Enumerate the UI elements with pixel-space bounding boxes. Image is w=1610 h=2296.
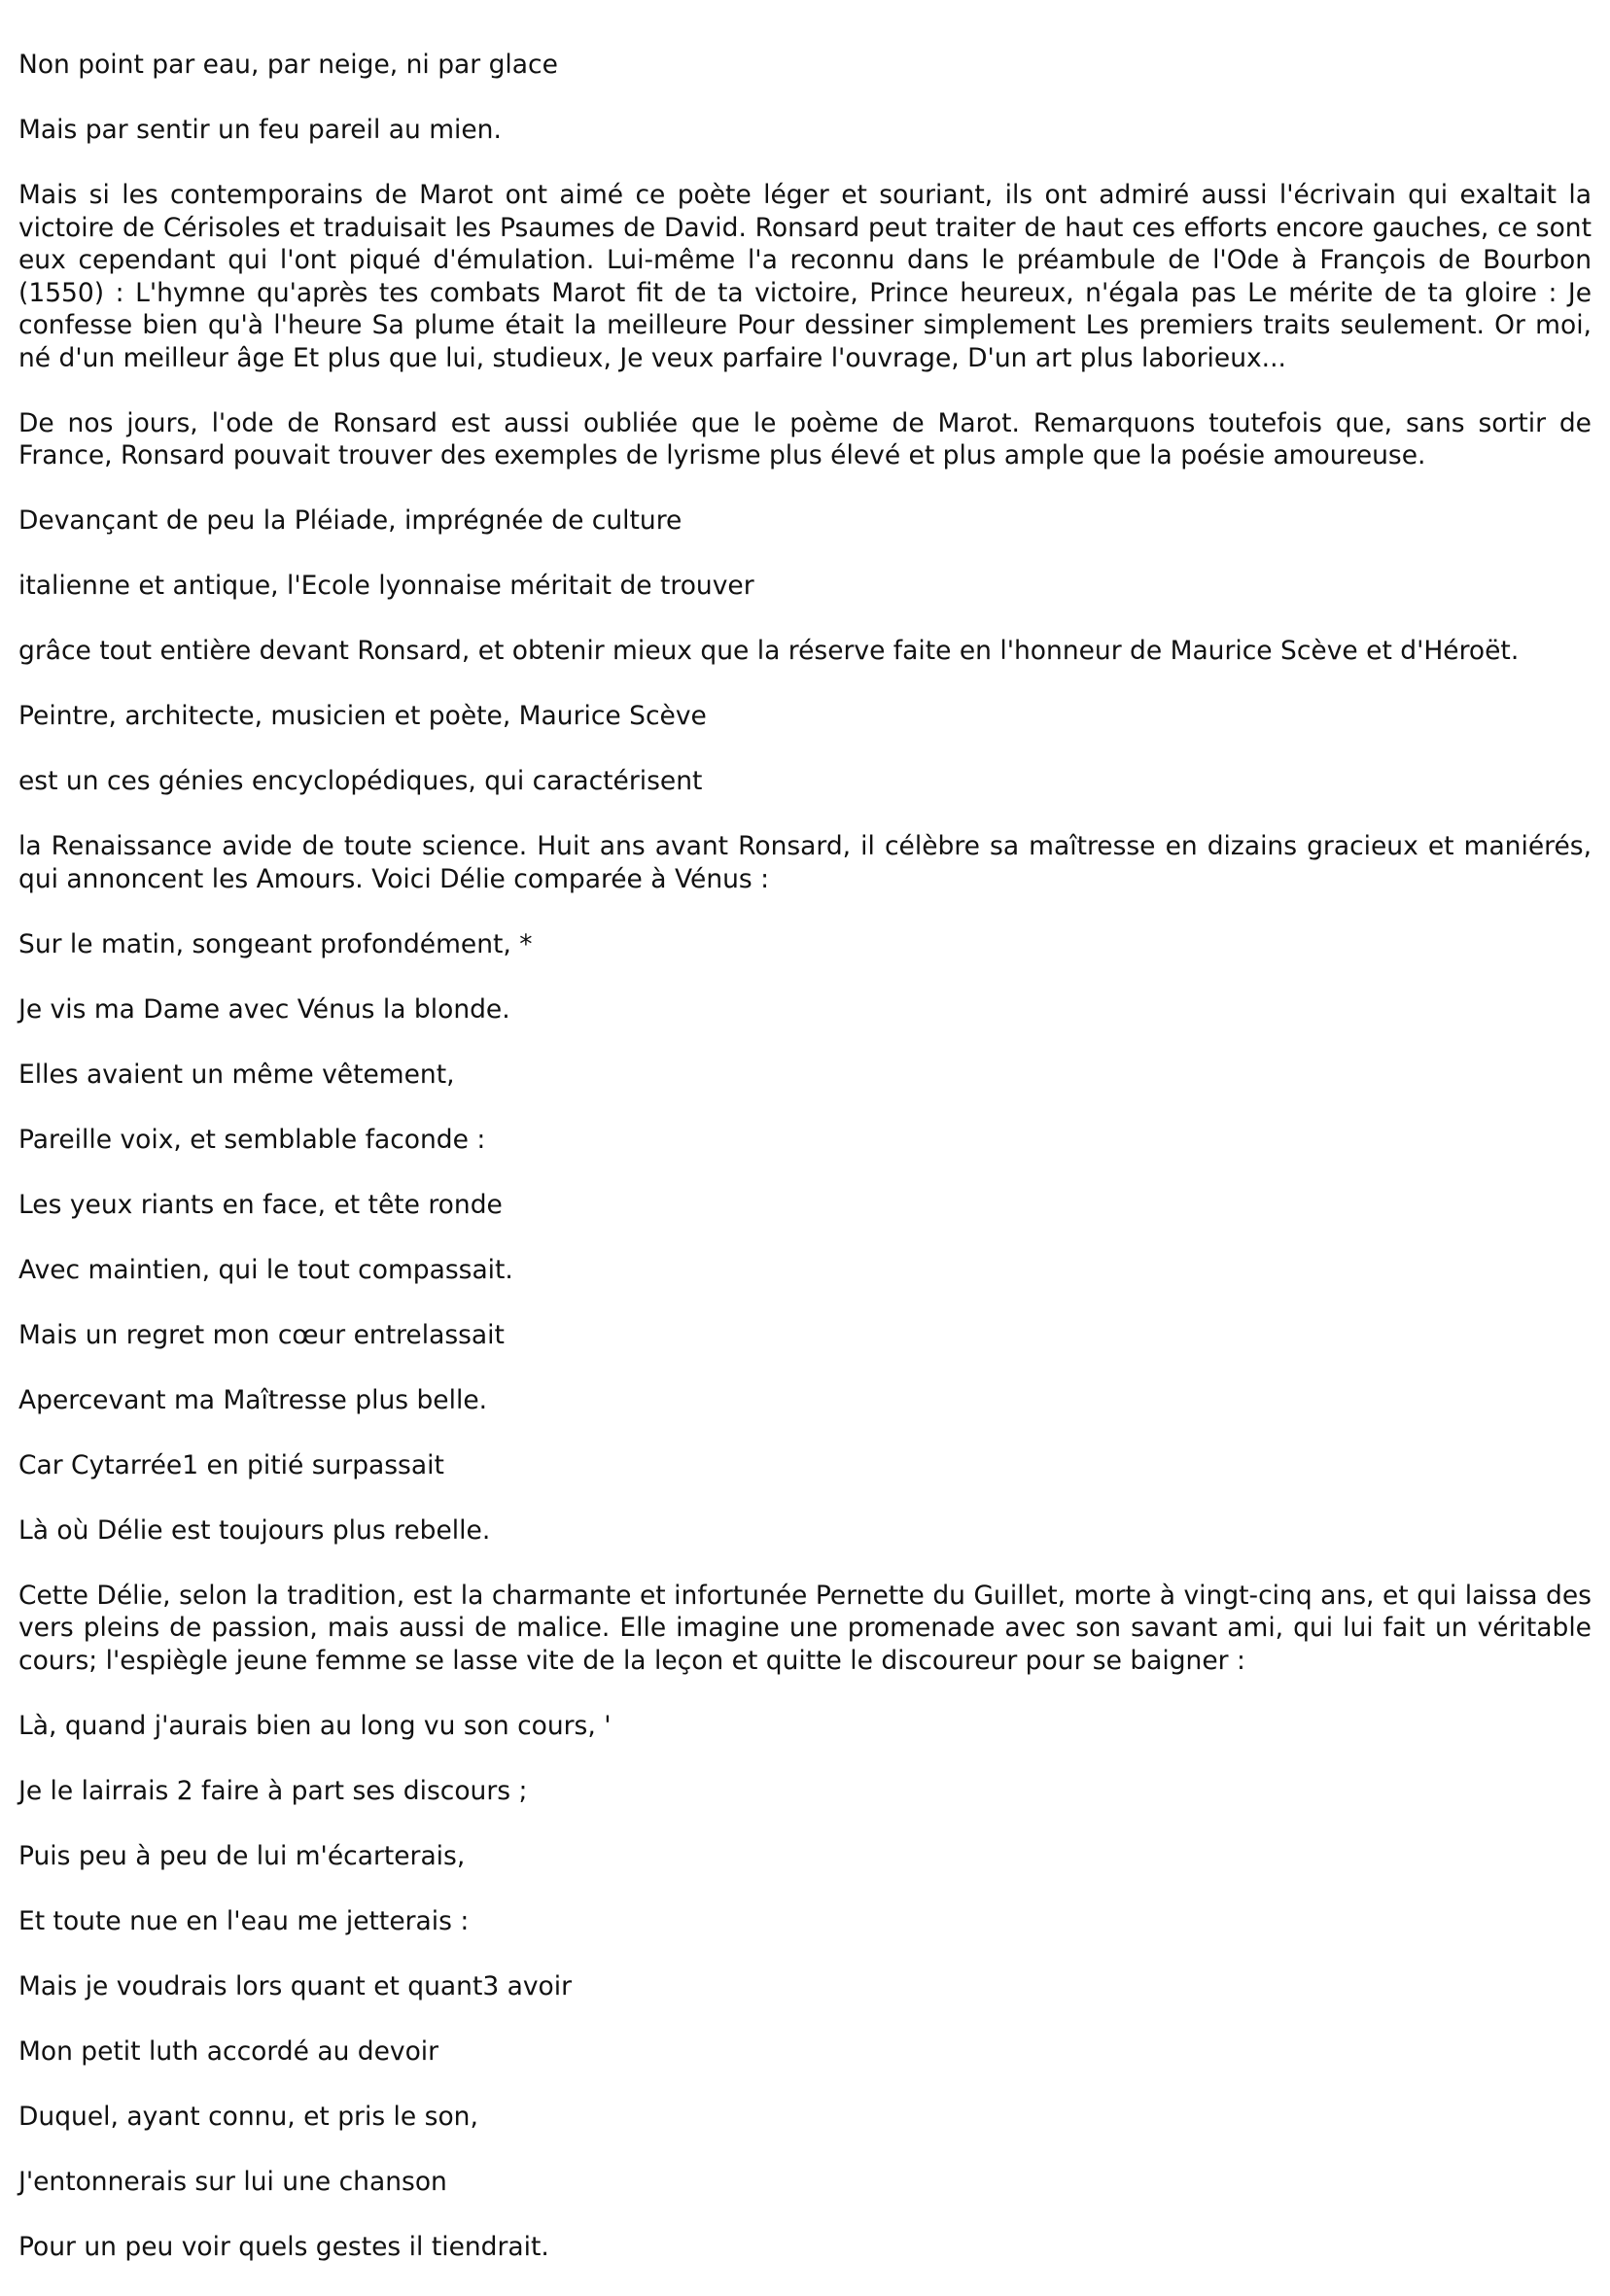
verse-line: Car Cytarrée1 en pitié surpassait [18, 1449, 444, 1480]
document-page [18, 49, 1592, 2296]
verse-line: Devançant de peu la Pléiade, imprégnée de culture [18, 505, 682, 536]
verse-line: Avec maintien, qui le tout compassait. [18, 1254, 513, 1285]
paragraph: De nos jours, l'ode de Ronsard est aussi oubliée que le poème de Marot. Remarquons toutefois que, sans sortir de France, Ronsard pouvait trouver des exemples de lyrisme plus élevé et plus ample que la poésie amoureuse. [18, 407, 1592, 470]
verse-line: Elles avaient un même vêtement, [18, 1059, 455, 1090]
verse-line: Pour un peu voir quels gestes il tiendrait. [18, 2231, 549, 2262]
paragraph: la Renaissance avide de toute science. Huit ans avant Ronsard, il célèbre sa maîtresse en dizains gracieux et maniérés, qui annoncent les Amours. Voici Délie comparée à Vénus : [18, 831, 1592, 894]
verse-line: Mais par sentir un feu pareil au mien. [18, 115, 502, 145]
verse-line: Je le lairrais 2 faire à part ses discours ; [18, 1775, 528, 1806]
verse-line: Puis peu à peu de lui m'écarterais, [18, 1840, 466, 1871]
verse-line: Non point par eau, par neige, ni par glace [18, 50, 558, 80]
verse-line: Mais je voudrais lors quant et quant3 avoir [18, 1970, 573, 2001]
verse-line: J'entonnerais sur lui une chanson [18, 2166, 447, 2197]
verse-line: Je vis ma Dame avec Vénus la blonde. [18, 993, 510, 1025]
verse-line: italienne et antique, l'Ecole lyonnaise méritait de trouver [18, 571, 754, 601]
paragraph: Cette Délie, selon la tradition, est la charmante et infortunée Pernette du Guillet, morte à vingt-cinq ans, et qui laissa des vers pleins de passion, mais aussi de malice. Elle imagine une promenade avec son savant ami, qui lui fait un véritable cours; l'espiègle jeune femme se lasse vite de la leçon et quitte le discoureur pour se baigner : [18, 1580, 1592, 1676]
verse-line: Peintre, architecte, musicien et poète, Maurice Scève [18, 701, 707, 731]
verse-line: Là où Délie est toujours plus rebelle. [18, 1514, 491, 1546]
paragraph: Mais si les contemporains de Marot ont aimé ce poète léger et souriant, ils ont admiré aussi l'écrivain qui exaltait la victoire de Cérisoles et traduisait les Psaumes de David. Ronsard peut traiter de haut ces efforts encore gauches, ce sont eux cependant qui l'ont piqué d'émulation. Lui-même l'a reconnu dans le préambule de l'Ode à François de Bourbon (1550) : L'hymne qu'après tes combats Marot fit de ta victoire, Prince heureux, n'égala pas Le mérite de ta gloire : Je confesse bien qu'à l'heure Sa plume était la meilleure Pour dessiner simplement Les premiers traits seulement. Or moi, né d'un meilleur âge Et plus que lui, studieux, Je veux parfaire l'ouvrage, D'un art plus laborieux... [18, 180, 1592, 373]
verse-line: Là, quand j'aurais bien au long vu son cours, ' [18, 1710, 612, 1741]
verse-line: Pareille voix, et semblable faconde : [18, 1124, 486, 1155]
verse-line: Sur le matin, songeant profondément, * [18, 928, 533, 959]
verse-line: grâce tout entière devant Ronsard, et obtenir mieux que la réserve faite en l'honneur de Maurice Scève et d'Héroët. [18, 636, 1520, 666]
verse-line: Mon petit luth accordé au devoir [18, 2035, 439, 2067]
verse-line: Les yeux riants en face, et tête ronde [18, 1189, 503, 1220]
verse-line: Apercevant ma Maîtresse plus belle. [18, 1384, 488, 1415]
verse-line: Duquel, ayant connu, et pris le son, [18, 2101, 478, 2132]
verse-line: est un ces génies encyclopédiques, qui caractérisent [18, 766, 703, 796]
verse-line: Et toute nue en l'eau me jetterais : [18, 1905, 470, 1936]
verse-line: Mais un regret mon cœur entrelassait [18, 1319, 505, 1350]
